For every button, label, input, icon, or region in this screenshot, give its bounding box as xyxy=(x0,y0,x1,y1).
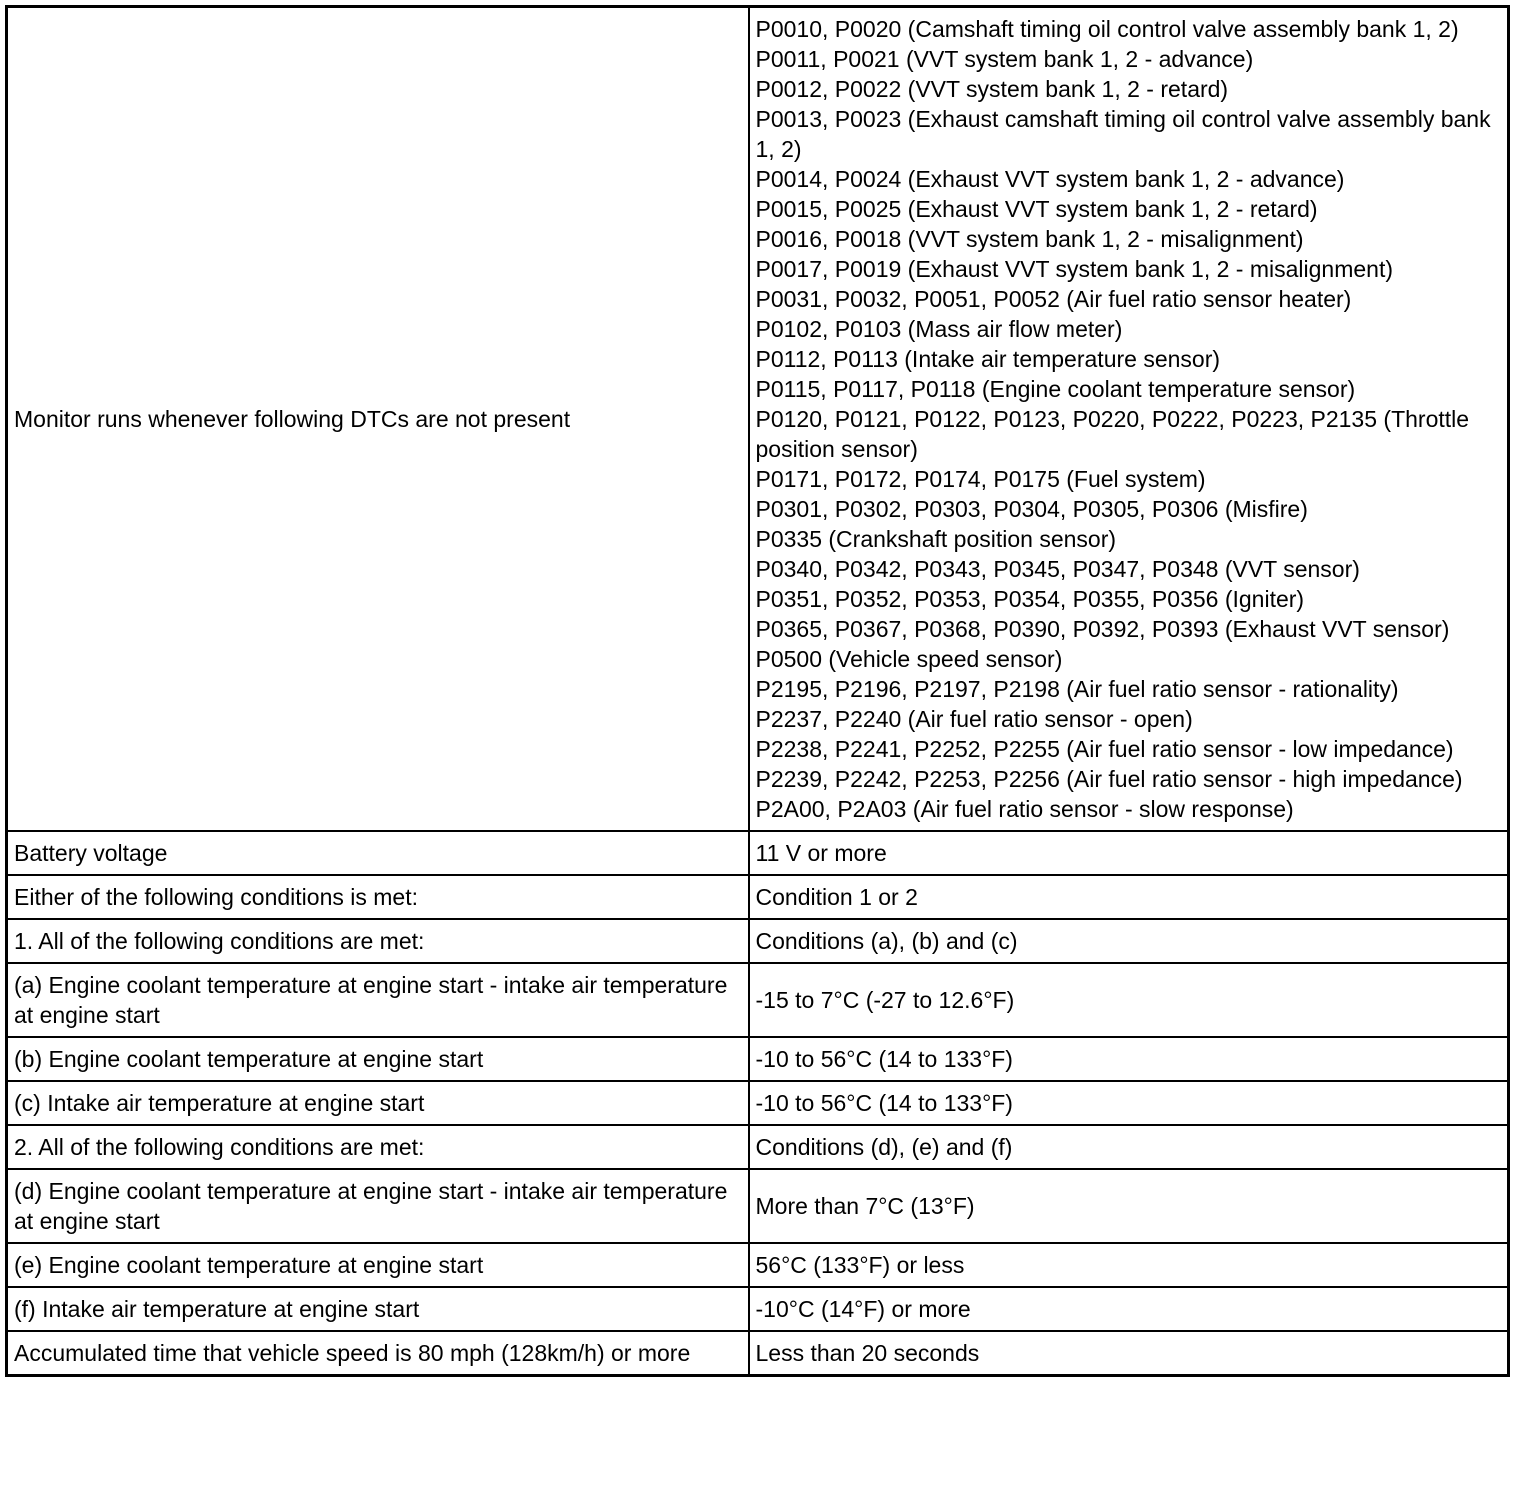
row-value: Condition 1 or 2 xyxy=(749,875,1509,919)
row-value: 11 V or more xyxy=(749,831,1509,875)
dtc-item: P0112, P0113 (Intake air temperature sensor) xyxy=(755,346,1221,372)
dtc-item: P0011, P0021 (VVT system bank 1, 2 - advance) xyxy=(755,46,1254,72)
dtc-item: P2237, P2240 (Air fuel ratio sensor - open) xyxy=(755,706,1193,732)
row-label: Either of the following conditions is met: xyxy=(7,875,749,919)
row-label: (d) Engine coolant temperature at engine start - intake air temperature at engine start xyxy=(7,1169,749,1243)
row-label: Battery voltage xyxy=(7,831,749,875)
table-row xyxy=(7,1081,1509,1125)
row-value: -10 to 56°C (14 to 133°F) xyxy=(749,1037,1509,1081)
dtc-item: P0365, P0367, P0368, P0390, P0392, P0393 (Exhaust VVT sensor) xyxy=(755,616,1450,642)
table-row xyxy=(7,875,1509,919)
table-row xyxy=(7,919,1509,963)
dtc-item: P0015, P0025 (Exhaust VVT system bank 1, 2 - retard) xyxy=(755,196,1318,222)
dtc-item: P2238, P2241, P2252, P2255 (Air fuel ratio sensor - low impedance) xyxy=(755,736,1454,762)
table-row xyxy=(7,831,1509,875)
conditions-table xyxy=(5,5,1510,1377)
row-value: Conditions (d), (e) and (f) xyxy=(749,1125,1509,1169)
row-label: (c) Intake air temperature at engine start xyxy=(7,1081,749,1125)
dtc-item: P0115, P0117, P0118 (Engine coolant temperature sensor) xyxy=(755,376,1356,402)
row-value: -10 to 56°C (14 to 133°F) xyxy=(749,1081,1509,1125)
dtc-item: P0301, P0302, P0303, P0304, P0305, P0306 (Misfire) xyxy=(755,496,1308,522)
row-value: Less than 20 seconds xyxy=(749,1331,1509,1376)
row-value: -15 to 7°C (-27 to 12.6°F) xyxy=(749,963,1509,1037)
row-label: Accumulated time that vehicle speed is 80 mph (128km/h) or more xyxy=(7,1331,749,1376)
dtc-item: P0340, P0342, P0343, P0345, P0347, P0348 (VVT sensor) xyxy=(755,556,1360,582)
dtc-list-cell xyxy=(749,7,1509,832)
row-value: Conditions (a), (b) and (c) xyxy=(749,919,1509,963)
table-row xyxy=(7,1331,1509,1376)
row-value: -10°C (14°F) or more xyxy=(749,1287,1509,1331)
dtc-item: P0016, P0018 (VVT system bank 1, 2 - misalignment) xyxy=(755,226,1304,252)
dtc-item: P0017, P0019 (Exhaust VVT system bank 1, 2 - misalignment) xyxy=(755,256,1393,282)
table-row xyxy=(7,1243,1509,1287)
dtc-item: P0171, P0172, P0174, P0175 (Fuel system) xyxy=(755,466,1206,492)
table-row xyxy=(7,1037,1509,1081)
dtc-item: P0014, P0024 (Exhaust VVT system bank 1, 2 - advance) xyxy=(755,166,1345,192)
row-value: More than 7°C (13°F) xyxy=(749,1169,1509,1243)
dtc-item: P2239, P2242, P2253, P2256 (Air fuel ratio sensor - high impedance) xyxy=(755,766,1463,792)
dtc-item: P0335 (Crankshaft position sensor) xyxy=(755,526,1117,552)
row-label: 1. All of the following conditions are met: xyxy=(7,919,749,963)
dtc-item: P0102, P0103 (Mass air flow meter) xyxy=(755,316,1123,342)
row-label: 2. All of the following conditions are met: xyxy=(7,1125,749,1169)
table-row-dtc-list xyxy=(7,7,1509,832)
dtc-item: P2A00, P2A03 (Air fuel ratio sensor - slow response) xyxy=(755,796,1294,822)
table-row xyxy=(7,1287,1509,1331)
row-label: (a) Engine coolant temperature at engine start - intake air temperature at engine start xyxy=(7,963,749,1037)
row-label: Monitor runs whenever following DTCs are not present xyxy=(7,7,749,832)
dtc-item: P0120, P0121, P0122, P0123, P0220, P0222, P0223, P2135 (Throttle position sensor) xyxy=(755,406,1470,462)
table-row xyxy=(7,1169,1509,1243)
dtc-item: P0351, P0352, P0353, P0354, P0355, P0356 (Igniter) xyxy=(755,586,1305,612)
row-value: 56°C (133°F) or less xyxy=(749,1243,1509,1287)
dtc-item: P0010, P0020 (Camshaft timing oil control valve assembly bank 1, 2) xyxy=(755,16,1459,42)
dtc-item: P0031, P0032, P0051, P0052 (Air fuel ratio sensor heater) xyxy=(755,286,1352,312)
dtc-item: P0013, P0023 (Exhaust camshaft timing oil control valve assembly bank 1, 2) xyxy=(755,106,1491,162)
row-label: (b) Engine coolant temperature at engine start xyxy=(7,1037,749,1081)
table-row xyxy=(7,963,1509,1037)
row-label: (f) Intake air temperature at engine start xyxy=(7,1287,749,1331)
dtc-item: P2195, P2196, P2197, P2198 (Air fuel ratio sensor - rationality) xyxy=(755,676,1399,702)
dtc-item: P0012, P0022 (VVT system bank 1, 2 - retard) xyxy=(755,76,1229,102)
table-row xyxy=(7,1125,1509,1169)
dtc-item: P0500 (Vehicle speed sensor) xyxy=(755,646,1063,672)
row-label: (e) Engine coolant temperature at engine start xyxy=(7,1243,749,1287)
